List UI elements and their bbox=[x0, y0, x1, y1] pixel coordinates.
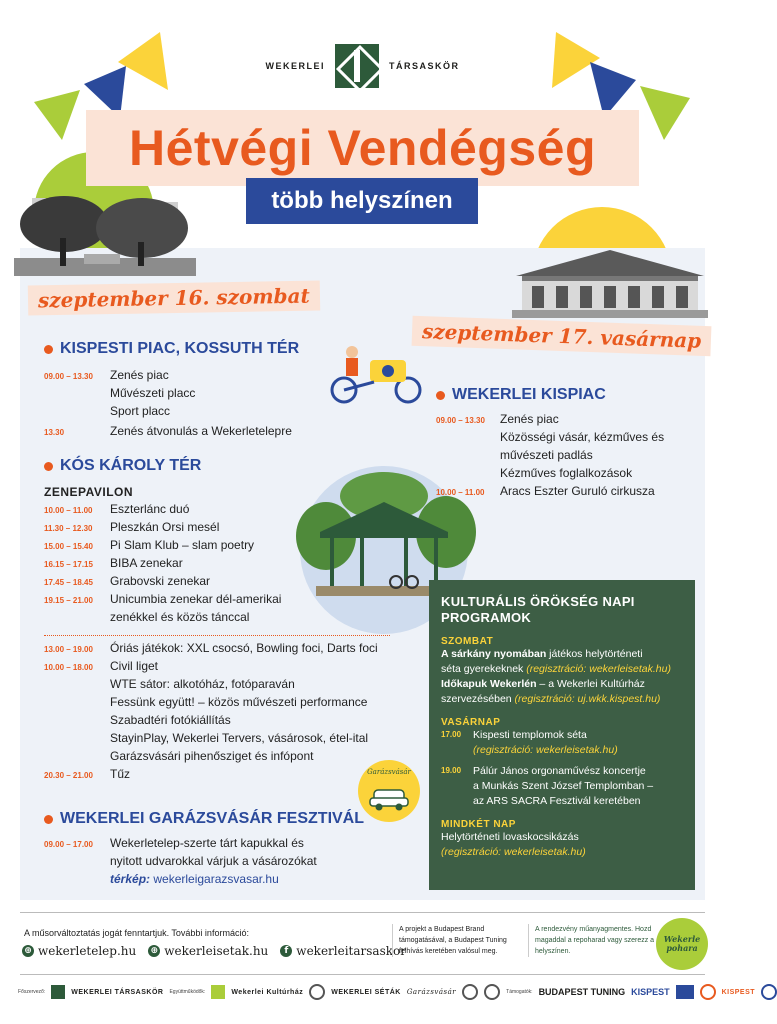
partner-seal-icon bbox=[309, 984, 325, 1000]
heritage-sat2-line1: Időkapuk Wekerlén – a Wekerlei Kultúrház bbox=[441, 678, 645, 690]
page-title bbox=[86, 110, 639, 186]
wekerle-logo-icon bbox=[51, 985, 65, 999]
kulturhaz-logo-icon bbox=[211, 985, 225, 999]
venue-wekerlei-kispiac-label: WEKERLEI KISPIAC bbox=[452, 386, 606, 403]
schedule-row: 20.30 – 21.00 Tűz bbox=[44, 767, 131, 781]
bullet-dot-icon bbox=[44, 462, 53, 471]
cargo-bike-illustration-icon bbox=[326, 342, 424, 406]
flag-lime-left bbox=[34, 90, 80, 140]
garazsvasar-badge-text: Garázsvásár bbox=[367, 768, 411, 776]
schedule-row: Közösségi vásár, kézműves és bbox=[500, 430, 665, 444]
schedule-row: 10.00 – 11.00 Eszterlánc duó bbox=[44, 502, 190, 516]
footer-divider-bottom bbox=[20, 974, 705, 975]
footer-divider-top bbox=[20, 912, 705, 913]
partner-kulturhaz: Wekerlei Kultúrház bbox=[231, 988, 304, 996]
wekerle-pohara-badge: Wekerle pohara bbox=[656, 918, 708, 970]
schedule-row: 10.00 – 18.00 Civil liget bbox=[44, 659, 159, 673]
bullet-dot-icon bbox=[44, 815, 53, 824]
trees-photo-icon bbox=[14, 188, 196, 276]
coat-of-arms-icon bbox=[462, 984, 478, 1000]
schedule-row: 10.00 – 11.00 Aracs Eszter Guruló cirkusza bbox=[436, 484, 655, 498]
schedule-row: 13.30 Zenés átvonulás a Wekerletelepre bbox=[44, 424, 292, 438]
bullet-dot-icon bbox=[44, 345, 53, 354]
schedule-row: Kézműves foglalkozások bbox=[500, 466, 633, 480]
kos-other-schedule bbox=[44, 641, 378, 785]
footer-note: A műsorváltoztatás jogát fenntartjuk. További információ: bbox=[24, 928, 249, 938]
footer-link-wekerleisetak[interactable]: ⊕ wekerleisetak.hu bbox=[148, 944, 268, 958]
schedule-row: 15.00 – 15.40 Pi Slam Klub – slam poetry bbox=[44, 538, 255, 552]
schedule-row: Művészeti placc bbox=[110, 386, 196, 400]
page-subtitle-text: több helyszínen bbox=[271, 187, 453, 214]
schedule-row: Sport placc bbox=[110, 404, 171, 418]
heritage-sunday-heading: VASÁRNAP bbox=[441, 717, 501, 728]
heritage-both-reg: (regisztráció: wekerleisetak.hu) bbox=[441, 846, 586, 858]
schedule-row: 19.15 – 21.00 Unicumbia zenekar dél-amerikai bbox=[44, 592, 282, 606]
heritage-title-line1: KULTURÁLIS ÖRÖKSÉG NAPI bbox=[441, 594, 635, 609]
heritage-sat1-line2: séta gyerekeknek (regisztráció: wekerleisetak.hu) bbox=[441, 663, 671, 675]
venue-kos-karoly-ter bbox=[44, 457, 201, 475]
partner-setak: WEKERLEI SÉTÁK bbox=[331, 988, 401, 996]
globe-icon: ⊕ bbox=[148, 945, 160, 957]
car-icon bbox=[368, 782, 410, 812]
schedule-row: művészeti padlás bbox=[500, 448, 593, 462]
market-building-photo-icon bbox=[512, 246, 708, 318]
club-seal-icon bbox=[484, 984, 500, 1000]
partners-label: Együttműködők: bbox=[169, 989, 206, 995]
eu-flag-icon bbox=[676, 985, 694, 999]
garage-schedule bbox=[44, 836, 317, 890]
heritage-both-days-heading: MINDKÉT NAP bbox=[441, 819, 516, 830]
schedule-row: Fessünk együtt! – közös művészeti performance bbox=[110, 695, 368, 709]
venue-kispesti-piac bbox=[44, 340, 299, 358]
venue-kos-karoly-ter-label: KÓS KÁROLY TÉR bbox=[60, 457, 202, 474]
wekerle-logo-icon bbox=[335, 44, 379, 88]
heritage-sun2: 19.00 Pálúr János orgonaművész koncertje a Munkás Szent József Templomban – az ARS SACRA Fesztivál keretében bbox=[441, 765, 654, 807]
schedule-row: nyitott udvarokkal várjuk a vásározókat bbox=[110, 854, 317, 868]
art-logo-icon bbox=[700, 984, 716, 1000]
schedule-row: 09.00 – 17.00 Wekerletelep-szerte tárt kapukkal és bbox=[44, 836, 304, 850]
schedule-divider bbox=[44, 635, 390, 636]
saturday-date: szeptember 16. szombat bbox=[28, 280, 320, 315]
kispest-schedule bbox=[44, 368, 292, 442]
supporter-kispest: KISPEST bbox=[631, 987, 670, 997]
schedule-row: 17.45 – 18.45 Grabovski zenekar bbox=[44, 574, 211, 588]
heritage-sat1-line1: A sárkány nyomában játékos helytörténeti bbox=[441, 648, 643, 660]
venue-wekerlei-kispiac bbox=[436, 386, 606, 404]
schedule-row: 13.00 – 19.00 Óriás játékok: XXL csocsó, Bowling foci, Darts foci bbox=[44, 641, 378, 655]
supporter-budapest-tuning: BUDAPEST TUNING bbox=[538, 987, 626, 997]
heritage-saturday-heading: SZOMBAT bbox=[441, 636, 494, 647]
schedule-row: Garázsvásári pihenősziget és infópont bbox=[110, 749, 314, 763]
footer-brand-text: A projekt a Budapest Brand támogatásával, a Budapest Tuning felhívás keretében valósul meg. bbox=[392, 924, 522, 957]
zenepavilon-heading: ZENEPAVILON bbox=[44, 485, 134, 499]
facebook-icon: f bbox=[280, 945, 292, 957]
garazsvasar-badge bbox=[358, 760, 420, 822]
footer-link-wekerletelep[interactable]: ⊕ wekerletelep.hu bbox=[22, 944, 136, 958]
organizer-logo-text: WEKERLEI TÁRSASKÖR bbox=[71, 988, 164, 996]
globe-icon: ⊕ bbox=[22, 945, 34, 957]
organizer-logo bbox=[0, 44, 725, 88]
page-subtitle bbox=[246, 178, 478, 224]
schedule-row: 16.15 – 17.15 BIBA zenekar bbox=[44, 556, 183, 570]
schedule-row: 09.00 – 13.30 Zenés piac bbox=[436, 412, 559, 426]
sunday-date: szeptember 17. vasárnap bbox=[412, 316, 712, 356]
footer-links bbox=[22, 944, 406, 958]
sponsor-strip bbox=[18, 980, 756, 1004]
zenepavilon-schedule bbox=[44, 502, 281, 628]
venue-kispesti-piac-label: KISPESTI PIAC, KOSSUTH TÉR bbox=[60, 340, 300, 357]
schedule-row bbox=[44, 872, 317, 890]
venue-garazsvasar-label: WEKERLEI GARÁZSVÁSÁR FESZTIVÁL bbox=[60, 810, 365, 827]
schedule-row: 09.00 – 13.30 Zenés piac bbox=[44, 368, 169, 382]
heritage-programs-box bbox=[429, 580, 695, 890]
heritage-title-line2: PROGRAMOK bbox=[441, 610, 532, 625]
logo-right-text: TÁRSASKÖR bbox=[389, 61, 460, 71]
schedule-row: StayinPlay, Wekerlei Tervers, vásárosok, étel-ital bbox=[110, 731, 369, 745]
flag-lime-right bbox=[640, 86, 690, 140]
venue-garazsvasar bbox=[44, 810, 364, 828]
schedule-row: 11.30 – 12.30 Pleszkán Orsi mesél bbox=[44, 520, 220, 534]
schedule-row: Szabadtéri fotókiállítás bbox=[110, 713, 231, 727]
schedule-row: zenékkel és közös tánccal bbox=[110, 610, 250, 624]
supporters-label: Támogatók: bbox=[506, 989, 533, 995]
heritage-sun1: 17.00 Kispesti templomok séta (regisztráció: wekerleisetak.hu) bbox=[441, 729, 618, 756]
sunday-schedule bbox=[436, 412, 664, 502]
organizer-label: Főszervező: bbox=[18, 989, 46, 995]
district-crest-icon bbox=[761, 984, 777, 1000]
logo-left-text: WEKERLEI bbox=[265, 61, 325, 71]
map-label: térkép: bbox=[110, 872, 151, 886]
partner-garazsvasar: Garázsvásár bbox=[406, 988, 457, 996]
map-link[interactable]: wekerleigarazsvasar.hu bbox=[153, 872, 279, 886]
supporter-kispest-2: KISPEST bbox=[721, 988, 756, 996]
bullet-dot-icon bbox=[436, 391, 445, 400]
footer-link-facebook[interactable]: f wekerleitarsaskor bbox=[280, 944, 406, 958]
footer-eco-text: A rendezvény műanyagmentes. Hozd magaddal a repoharad vagy szerezz a helyszínen. bbox=[528, 924, 658, 957]
page-title-text: Hétvégi Vendégség bbox=[129, 120, 596, 176]
heritage-both-text: Helytörténeti lovaskocsikázás bbox=[441, 831, 579, 843]
heritage-sat2-line2: szervezésében (regisztráció: uj.wkk.kispest.hu) bbox=[441, 693, 661, 705]
schedule-row: WTE sátor: alkotóház, fotóparaván bbox=[110, 677, 295, 691]
